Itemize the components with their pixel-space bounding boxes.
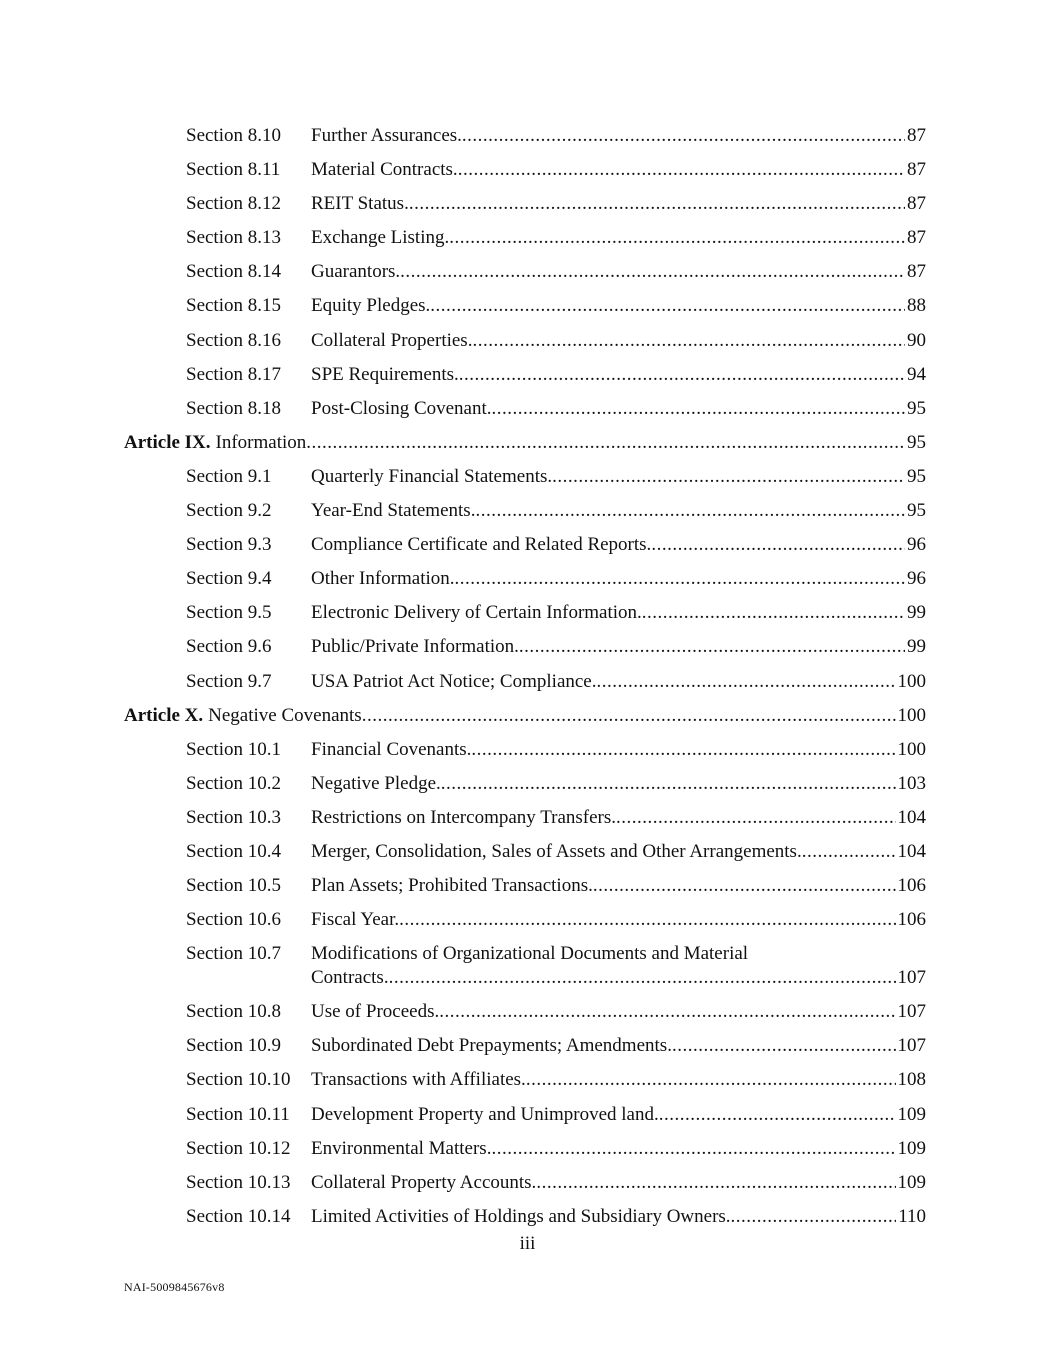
toc-row[interactable] — [0, 1068, 1055, 1102]
section-title: Collateral Properties. — [311, 329, 473, 351]
toc-row[interactable] — [0, 158, 1055, 192]
page-reference: 95 — [907, 397, 926, 419]
dot-leader — [597, 670, 896, 694]
toc-row[interactable] — [0, 294, 1055, 328]
section-number: Section 10.8 — [186, 1001, 281, 1023]
section-title: SPE Requirements. — [311, 363, 459, 385]
section-number: Section 10.3 — [186, 806, 281, 828]
toc-row[interactable] — [0, 567, 1055, 601]
page-reference: 88 — [907, 295, 926, 317]
section-title: REIT Status. — [311, 193, 409, 215]
dot-leader — [651, 533, 905, 557]
page-reference: 87 — [907, 227, 926, 249]
toc-row[interactable] — [0, 1137, 1055, 1171]
page-reference: 99 — [907, 602, 926, 624]
dot-leader — [389, 966, 896, 990]
section-title: Development Property and Unimproved land. — [311, 1103, 659, 1125]
dot-leader — [475, 499, 905, 523]
toc-row[interactable] — [0, 124, 1055, 158]
dot-leader — [471, 738, 895, 762]
section-title: Year-End Statements. — [311, 500, 476, 522]
dot-leader — [306, 431, 905, 455]
dot-leader — [616, 806, 895, 830]
section-number: Section 10.4 — [186, 840, 281, 862]
section-number: Section 10.9 — [186, 1035, 281, 1057]
toc-row[interactable] — [0, 465, 1055, 499]
section-number: Section 8.12 — [186, 193, 281, 215]
toc-row[interactable] — [0, 942, 1055, 1000]
page-reference: 94 — [907, 363, 926, 385]
dot-leader — [492, 397, 905, 421]
article-title: Information — [215, 431, 307, 453]
page-reference: 109 — [897, 1103, 926, 1125]
dot-leader — [731, 1205, 897, 1229]
page-reference: 107 — [897, 967, 926, 989]
section-title: Fiscal Year. — [311, 909, 400, 931]
page-reference: 110 — [898, 1205, 926, 1227]
section-title: Public/Private Information. — [311, 636, 519, 658]
dot-leader — [441, 772, 896, 796]
section-title: Post-Closing Covenant. — [311, 397, 492, 419]
toc-row[interactable] — [0, 1000, 1055, 1034]
dot-leader — [802, 840, 896, 864]
toc-article-row[interactable] — [0, 431, 1055, 465]
section-title: Other Information. — [311, 568, 455, 590]
page-reference: 100 — [897, 670, 926, 692]
page-reference: 100 — [897, 738, 926, 760]
dot-leader — [400, 260, 905, 284]
section-number: Section 8.18 — [186, 397, 281, 419]
dot-leader — [455, 567, 905, 591]
section-number: Section 9.7 — [186, 670, 272, 692]
dot-leader — [593, 874, 896, 898]
dot-leader — [439, 1000, 895, 1024]
toc-row[interactable] — [0, 397, 1055, 431]
toc-row[interactable] — [0, 260, 1055, 294]
page-reference: 107 — [897, 1035, 926, 1057]
section-number: Section 10.1 — [186, 738, 281, 760]
dot-leader — [552, 465, 905, 489]
toc-row[interactable] — [0, 226, 1055, 260]
section-title: Material Contracts. — [311, 159, 458, 181]
toc-row[interactable] — [0, 601, 1055, 635]
section-title: Equity Pledges. — [311, 295, 431, 317]
section-number: Section 10.7 — [186, 943, 281, 965]
section-number: Section 10.10 — [186, 1069, 291, 1091]
page-reference: 104 — [897, 806, 926, 828]
page-reference: 96 — [907, 568, 926, 590]
dot-leader — [399, 908, 895, 932]
toc-row[interactable] — [0, 499, 1055, 533]
section-number: Section 8.16 — [186, 329, 281, 351]
article-title: Negative Covenants — [208, 704, 362, 726]
toc-row[interactable] — [0, 363, 1055, 397]
dot-leader — [491, 1137, 895, 1161]
page-reference: 109 — [897, 1171, 926, 1193]
page-reference: 87 — [907, 261, 926, 283]
toc-row[interactable] — [0, 806, 1055, 840]
toc-row[interactable] — [0, 1034, 1055, 1068]
section-number: Section 10.6 — [186, 909, 281, 931]
section-number: Section 10.12 — [186, 1137, 291, 1159]
page-reference: 87 — [907, 125, 926, 146]
article-number: Article IX. — [124, 431, 211, 453]
dot-leader — [659, 1103, 896, 1127]
document-id: NAI-5009845676v8 — [124, 1280, 225, 1294]
toc-row[interactable] — [0, 908, 1055, 942]
section-number: Section 9.5 — [186, 602, 272, 624]
section-number: Section 10.13 — [186, 1171, 291, 1193]
page-number: iii — [519, 1233, 536, 1254]
page-reference: 108 — [897, 1069, 926, 1091]
section-title: Compliance Certificate and Related Reports. — [311, 534, 652, 556]
section-title: Limited Activities of Holdings and Subsidiary Owners. — [311, 1205, 731, 1227]
section-title: Negative Pledge. — [311, 772, 441, 794]
section-number: Section 9.6 — [186, 636, 272, 658]
section-title: Use of Proceeds. — [311, 1001, 440, 1023]
section-title: Transactions with Affiliates. — [311, 1069, 526, 1091]
section-title: Plan Assets; Prohibited Transactions. — [311, 875, 593, 897]
section-number: Section 8.11 — [186, 159, 281, 181]
page-reference: 95 — [907, 465, 926, 487]
dot-leader — [462, 124, 905, 148]
section-number: Section 8.13 — [186, 227, 281, 249]
dot-leader — [672, 1034, 896, 1058]
toc-row[interactable] — [0, 874, 1055, 908]
toc-row[interactable] — [0, 1103, 1055, 1137]
section-number: Section 8.15 — [186, 295, 281, 317]
section-number: Section 9.4 — [186, 568, 272, 590]
dot-leader — [459, 363, 905, 387]
page-reference: 100 — [897, 704, 926, 726]
toc-row[interactable] — [0, 840, 1055, 874]
page-reference: 104 — [897, 840, 926, 862]
section-title: Electronic Delivery of Certain Information. — [311, 602, 642, 624]
dot-leader — [409, 192, 905, 216]
dot-leader — [449, 226, 905, 250]
page-reference: 106 — [897, 909, 926, 931]
toc-row[interactable] — [0, 670, 1055, 704]
toc-row[interactable] — [0, 738, 1055, 772]
section-number: Section 9.3 — [186, 534, 272, 556]
table-of-contents — [0, 124, 1055, 1239]
section-title: Modifications of Organizational Documents and Material — [311, 943, 749, 965]
section-number: Section 10.2 — [186, 772, 281, 794]
section-title: USA Patriot Act Notice; Compliance. — [311, 670, 597, 692]
toc-row[interactable] — [0, 533, 1055, 567]
section-number: Section 10.11 — [186, 1103, 290, 1125]
dot-leader — [472, 329, 905, 353]
dot-leader — [519, 635, 905, 659]
dot-leader — [642, 601, 905, 625]
page-reference: 95 — [907, 500, 926, 522]
section-title: Collateral Property Accounts. — [311, 1171, 537, 1193]
page-reference: 99 — [907, 636, 926, 658]
page-reference: 87 — [907, 193, 926, 215]
page-reference: 90 — [907, 329, 926, 351]
section-number: Section 9.1 — [186, 465, 272, 487]
toc-row[interactable] — [0, 635, 1055, 669]
section-number: Section 8.10 — [186, 125, 281, 146]
section-number: Section 8.14 — [186, 261, 281, 283]
section-title: Environmental Matters. — [311, 1137, 492, 1159]
toc-row[interactable] — [0, 772, 1055, 806]
section-number: Section 10.5 — [186, 875, 281, 897]
page-reference: 106 — [897, 875, 926, 897]
section-title-continued: Contracts. — [311, 967, 389, 989]
section-title: Quarterly Financial Statements. — [311, 465, 553, 487]
toc-row[interactable] — [0, 1171, 1055, 1205]
section-number: Section 8.17 — [186, 363, 281, 385]
section-title: Financial Covenants. — [311, 738, 472, 760]
section-number: Section 10.14 — [186, 1205, 291, 1227]
section-title: Further Assurances. — [311, 125, 462, 146]
toc-article-row[interactable] — [0, 704, 1055, 738]
page-reference: 95 — [907, 431, 926, 453]
dot-leader — [430, 294, 905, 318]
section-title: Merger, Consolidation, Sales of Assets and Other Arrangements. — [311, 840, 802, 862]
dot-leader — [458, 158, 905, 182]
page-reference: 103 — [897, 772, 926, 794]
dot-leader — [536, 1171, 895, 1195]
section-title: Exchange Listing. — [311, 227, 450, 249]
toc-row[interactable] — [0, 329, 1055, 363]
page-reference: 107 — [897, 1001, 926, 1023]
page-reference: 109 — [897, 1137, 926, 1159]
section-number: Section 9.2 — [186, 500, 272, 522]
toc-row[interactable] — [0, 192, 1055, 226]
section-title: Restrictions on Intercompany Transfers. — [311, 806, 617, 828]
dot-leader — [526, 1068, 896, 1092]
article-number: Article X. — [124, 704, 204, 726]
dot-leader — [362, 704, 896, 728]
section-title: Guarantors. — [311, 261, 401, 283]
page-reference: 87 — [907, 159, 926, 181]
page-reference: 96 — [907, 534, 926, 556]
section-title: Subordinated Debt Prepayments; Amendments. — [311, 1035, 672, 1057]
